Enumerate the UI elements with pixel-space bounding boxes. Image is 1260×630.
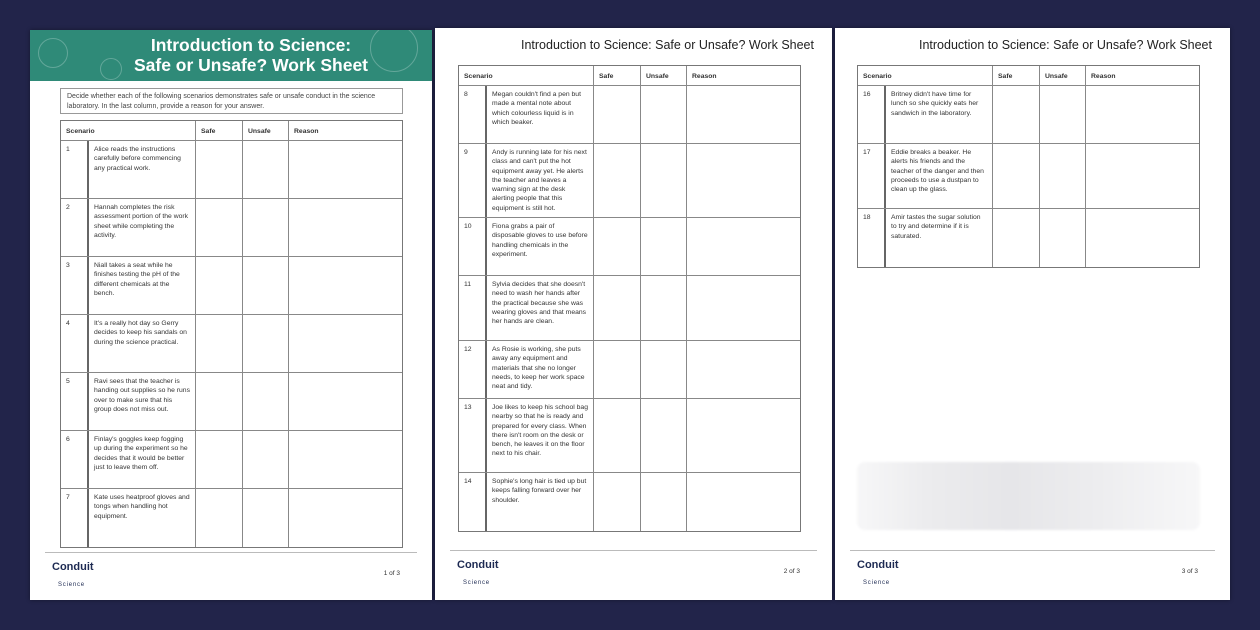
safe-cell[interactable] bbox=[196, 373, 243, 430]
table-row bbox=[61, 489, 402, 547]
scenario-table bbox=[60, 120, 403, 548]
safe-cell[interactable] bbox=[594, 399, 641, 472]
unsafe-cell[interactable] bbox=[1040, 144, 1086, 208]
running-title: Introduction to Science: Safe or Unsafe? Work Sheet bbox=[919, 38, 1212, 52]
scenario-text: Sophie's long hair is tied up but keeps falling forward over her shoulder. bbox=[487, 473, 594, 531]
safe-cell[interactable] bbox=[993, 86, 1040, 143]
scenario-text: It's a really hot day so Gerry decides to keep his sandals on during the science practical. bbox=[89, 315, 196, 372]
table-row bbox=[858, 86, 1199, 144]
table-row bbox=[459, 276, 800, 341]
safe-cell[interactable] bbox=[594, 341, 641, 398]
reason-cell[interactable] bbox=[289, 489, 402, 547]
scenario-table bbox=[857, 65, 1200, 268]
safe-cell[interactable] bbox=[594, 86, 641, 143]
scenario-table bbox=[458, 65, 801, 532]
unsafe-cell[interactable] bbox=[641, 341, 687, 398]
scenario-number: 14 bbox=[459, 473, 487, 531]
reason-cell[interactable] bbox=[687, 86, 800, 143]
scenario-number: 4 bbox=[61, 315, 89, 372]
safe-cell[interactable] bbox=[196, 141, 243, 198]
table-row bbox=[459, 473, 800, 531]
table-row bbox=[61, 373, 402, 431]
footer-divider bbox=[45, 552, 417, 553]
reason-cell[interactable] bbox=[687, 218, 800, 275]
title-banner bbox=[30, 30, 432, 81]
unsafe-cell[interactable] bbox=[1040, 86, 1086, 143]
footer-divider bbox=[850, 550, 1215, 551]
scenario-number: 17 bbox=[858, 144, 886, 208]
scenario-text: Finlay's goggles keep fogging up during the experiment so he decides that it would be better just to leave them off. bbox=[89, 431, 196, 488]
header-safe: Safe bbox=[993, 66, 1040, 85]
header-reason: Reason bbox=[1091, 73, 1116, 80]
scenario-number: 10 bbox=[459, 218, 487, 275]
safe-cell[interactable] bbox=[594, 473, 641, 531]
worksheet-page-1 bbox=[30, 30, 432, 600]
scenario-number: 12 bbox=[459, 341, 487, 398]
scenario-number: 1 bbox=[61, 141, 89, 198]
scenario-text: Joe likes to keep his school bag nearby so that he is ready and prepared for every class. When there isn't room on the desk or bench, he leaves it on the floor next to his chair. bbox=[487, 399, 594, 472]
table-header bbox=[858, 66, 1199, 86]
unsafe-cell[interactable] bbox=[243, 315, 289, 372]
instructions: Decide whether each of the following scenarios demonstrates safe or unsafe conduct in the science laboratory. In the last column, provide a reason for your answer. bbox=[60, 88, 403, 114]
reason-cell[interactable] bbox=[687, 144, 800, 217]
unsafe-cell[interactable] bbox=[641, 86, 687, 143]
conduit-science-logo: Conduit Science bbox=[52, 561, 94, 588]
page-number: 2 of 3 bbox=[783, 568, 800, 575]
header-safe: Safe bbox=[196, 121, 243, 140]
unsafe-cell[interactable] bbox=[1040, 209, 1086, 267]
worksheet-page-2 bbox=[435, 28, 832, 600]
scenario-text: Fiona grabs a pair of disposable gloves to use before handling chemicals in the experiment. bbox=[487, 218, 594, 275]
unsafe-cell[interactable] bbox=[243, 257, 289, 314]
table-row bbox=[459, 218, 800, 276]
conduit-science-logo: Conduit Science bbox=[857, 559, 899, 586]
safe-cell[interactable] bbox=[196, 431, 243, 488]
reason-cell[interactable] bbox=[687, 341, 800, 398]
header-unsafe: Unsafe bbox=[641, 66, 687, 85]
scenario-number: 13 bbox=[459, 399, 487, 472]
table-row bbox=[61, 431, 402, 489]
safe-cell[interactable] bbox=[594, 144, 641, 217]
header-scenario: Scenario bbox=[459, 66, 594, 85]
reason-cell[interactable] bbox=[289, 257, 402, 314]
worksheet-page-3 bbox=[835, 28, 1230, 600]
reason-cell[interactable] bbox=[289, 141, 402, 198]
safe-cell[interactable] bbox=[594, 276, 641, 340]
reason-cell[interactable] bbox=[289, 315, 402, 372]
scenario-text: Andy is running late for his next class and can't put the hot equipment away yet. He alerts the teacher and leaves a warning sign at the desk alerting people that this equipment is still hot. bbox=[487, 144, 594, 217]
scenario-text: Sylvia decides that she doesn't need to wash her hands after the practical because she was wearing gloves and that means her hands are clean. bbox=[487, 276, 594, 340]
reason-cell[interactable] bbox=[289, 373, 402, 430]
page-number: 1 of 3 bbox=[383, 570, 400, 577]
unsafe-cell[interactable] bbox=[641, 144, 687, 217]
table-row bbox=[61, 315, 402, 373]
safe-cell[interactable] bbox=[196, 489, 243, 547]
safe-cell[interactable] bbox=[993, 209, 1040, 267]
unsafe-cell[interactable] bbox=[641, 473, 687, 531]
scenario-number: 3 bbox=[61, 257, 89, 314]
reason-cell[interactable] bbox=[289, 431, 402, 488]
header-reason: Reason bbox=[294, 128, 319, 135]
table-header bbox=[459, 66, 800, 86]
reason-cell[interactable] bbox=[687, 276, 800, 340]
scenario-number: 6 bbox=[61, 431, 89, 488]
scenario-number: 9 bbox=[459, 144, 487, 217]
table-row bbox=[61, 141, 402, 199]
page-number: 3 of 3 bbox=[1181, 568, 1198, 575]
unsafe-cell[interactable] bbox=[243, 489, 289, 547]
header-reason: Reason bbox=[692, 73, 717, 80]
reason-cell[interactable] bbox=[687, 473, 800, 531]
scenario-number: 16 bbox=[858, 86, 886, 143]
table-row bbox=[459, 86, 800, 144]
safe-cell[interactable] bbox=[196, 257, 243, 314]
scenario-text: Ravi sees that the teacher is handing out supplies so he runs over to make sure that his group does not miss out. bbox=[89, 373, 196, 430]
scenario-text: Britney didn't have time for lunch so she quickly eats her sandwich in the laboratory. bbox=[886, 86, 993, 143]
scenario-text: Eddie breaks a beaker. He alerts his friends and the teacher of the danger and then proceeds to use a dustpan to clean up the glass. bbox=[886, 144, 993, 208]
reason-cell[interactable] bbox=[1086, 86, 1199, 143]
table-row bbox=[858, 209, 1199, 267]
scenario-text: Alice reads the instructions carefully before commencing any practical work. bbox=[89, 141, 196, 198]
safe-cell[interactable] bbox=[196, 199, 243, 256]
scenario-text: Kate uses heatproof gloves and tongs when handling hot equipment. bbox=[89, 489, 196, 547]
footer-divider bbox=[450, 550, 817, 551]
scenario-number: 8 bbox=[459, 86, 487, 143]
scenario-number: 18 bbox=[858, 209, 886, 267]
header-unsafe: Unsafe bbox=[243, 121, 289, 140]
unsafe-cell[interactable] bbox=[243, 373, 289, 430]
safe-cell[interactable] bbox=[196, 315, 243, 372]
unsafe-cell[interactable] bbox=[641, 218, 687, 275]
scenario-number: 2 bbox=[61, 199, 89, 256]
table-row bbox=[61, 257, 402, 315]
scenario-number: 5 bbox=[61, 373, 89, 430]
unsafe-cell[interactable] bbox=[243, 199, 289, 256]
scenario-text: Hannah completes the risk assessment portion of the work sheet while completing the activity. bbox=[89, 199, 196, 256]
unsafe-cell[interactable] bbox=[641, 276, 687, 340]
scenario-number: 11 bbox=[459, 276, 487, 340]
table-row bbox=[459, 399, 800, 473]
conduit-science-logo: Conduit Science bbox=[457, 559, 499, 586]
safe-cell[interactable] bbox=[594, 218, 641, 275]
reason-cell[interactable] bbox=[1086, 144, 1199, 208]
unsafe-cell[interactable] bbox=[243, 141, 289, 198]
blurred-preview-area bbox=[857, 462, 1200, 530]
table-row bbox=[459, 144, 800, 218]
reason-cell[interactable] bbox=[1086, 209, 1199, 267]
unsafe-cell[interactable] bbox=[641, 399, 687, 472]
running-title: Introduction to Science: Safe or Unsafe? Work Sheet bbox=[521, 38, 814, 52]
scenario-text: Amir tastes the sugar solution to try and determine if it is saturated. bbox=[886, 209, 993, 267]
table-row bbox=[61, 199, 402, 257]
scenario-text: Niall takes a seat while he finishes testing the pH of the different chemicals at the bench. bbox=[89, 257, 196, 314]
safe-cell[interactable] bbox=[993, 144, 1040, 208]
scenario-number: 7 bbox=[61, 489, 89, 547]
page-title: Introduction to Science: Safe or Unsafe? Work Sheet bbox=[133, 35, 369, 75]
header-safe: Safe bbox=[594, 66, 641, 85]
table-row bbox=[459, 341, 800, 399]
scenario-text: As Rosie is working, she puts away any equipment and materials that she no longer needs, to keep her work space neat and tidy. bbox=[487, 341, 594, 398]
reason-cell[interactable] bbox=[687, 399, 800, 472]
table-header bbox=[61, 121, 402, 141]
header-scenario: Scenario bbox=[858, 66, 993, 85]
reason-cell[interactable] bbox=[289, 199, 402, 256]
scenario-text: Megan couldn't find a pen but made a mental note about which colourless liquid is in which beaker. bbox=[487, 86, 594, 143]
header-scenario: Scenario bbox=[61, 121, 196, 140]
header-unsafe: Unsafe bbox=[1040, 66, 1086, 85]
table-row bbox=[858, 144, 1199, 209]
unsafe-cell[interactable] bbox=[243, 431, 289, 488]
